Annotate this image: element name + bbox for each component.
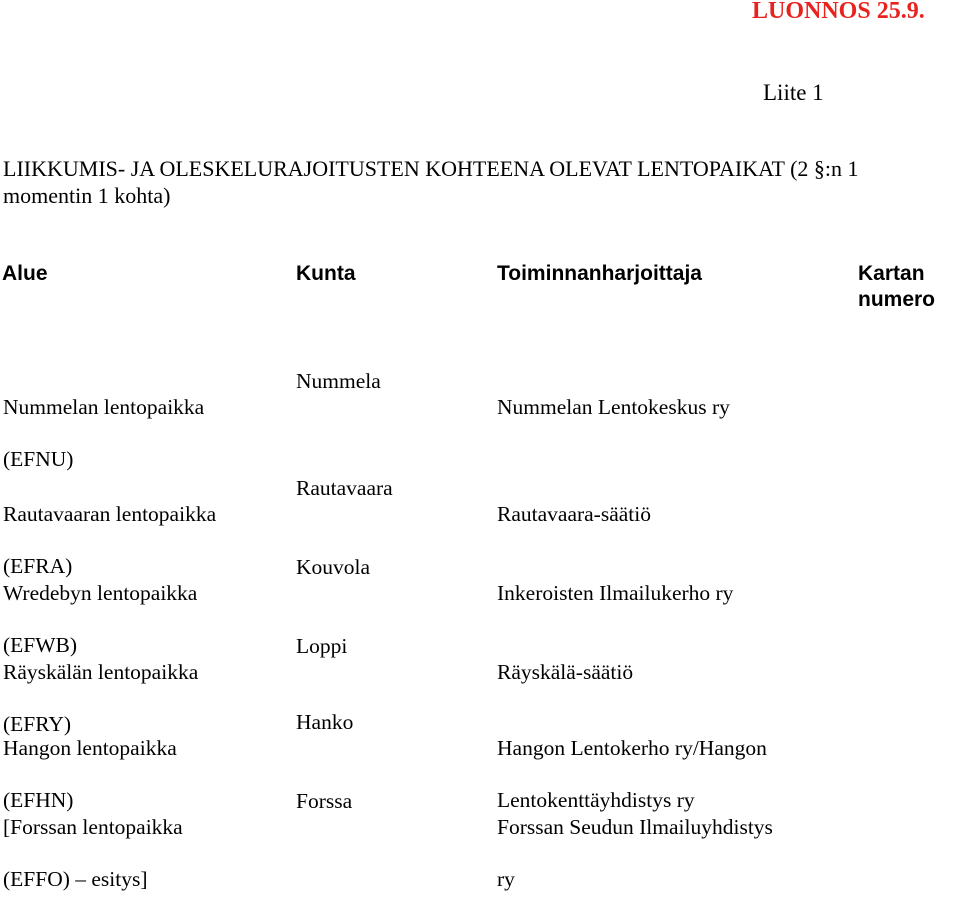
area-code: (EFWB) <box>3 633 78 657</box>
area-name: Hangon lentopaikka <box>3 736 177 760</box>
operator-line2: Lentokenttäyhdistys ry <box>497 788 695 812</box>
column-header-map-number-line1: Kartan <box>858 262 925 285</box>
column-header-operator: Toiminnanharjoittaja <box>497 262 702 285</box>
area-code: (EFHN) <box>3 788 74 812</box>
operator-line1: Forssan Seudun Ilmailuyhdistys <box>497 815 773 839</box>
operator-line1: Hangon Lentokerho ry/Hangon <box>497 736 767 760</box>
draft-label: LUONNOS 25.9. <box>752 0 925 24</box>
appendix-label: Liite 1 <box>763 80 824 105</box>
operator-line1: Inkeroisten Ilmailukerho ry <box>497 581 734 605</box>
municipality-cell: Forssa <box>296 789 353 813</box>
area-name: Wredebyn lentopaikka <box>3 581 198 605</box>
column-header-map-number <box>858 261 935 313</box>
column-header-area: Alue <box>2 262 48 285</box>
area-name: Rautavaaran lentopaikka <box>3 502 217 526</box>
column-header-municipality: Kunta <box>296 262 356 285</box>
operator-line2: ry <box>497 867 515 891</box>
area-code: (EFRY) <box>3 712 72 736</box>
document-title: LIIKKUMIS- JA OLESKELURAJOITUSTEN KOHTEENA OLEVAT LENTOPAIKAT (2 §:n 1 momentin 1 kohta) <box>3 156 859 208</box>
municipality-cell: Nummela <box>296 369 381 393</box>
operator-cell <box>497 788 857 918</box>
area-code: (EFRA) <box>3 554 73 578</box>
operator-cell <box>497 368 857 472</box>
area-code: (EFNU) <box>3 447 74 471</box>
operator-line1: Nummelan Lentokeskus ry <box>497 395 730 419</box>
area-name: Nummelan lentopaikka <box>3 395 205 419</box>
municipality-cell: Kouvola <box>296 555 371 579</box>
area-cell <box>3 788 283 918</box>
operator-line1: Räyskälä-säätiö <box>497 660 634 684</box>
area-name: [Forssan lentopaikka <box>3 815 183 839</box>
municipality-cell: Hanko <box>296 710 354 734</box>
column-header-map-number-line2: numero <box>858 288 936 311</box>
area-name: Räyskälän lentopaikka <box>3 660 199 684</box>
municipality-cell: Loppi <box>296 634 348 658</box>
municipality-cell: Rautavaara <box>296 476 393 500</box>
area-code: (EFFO) – esitys] <box>3 867 148 891</box>
operator-line1: Rautavaara-säätiö <box>497 502 651 526</box>
